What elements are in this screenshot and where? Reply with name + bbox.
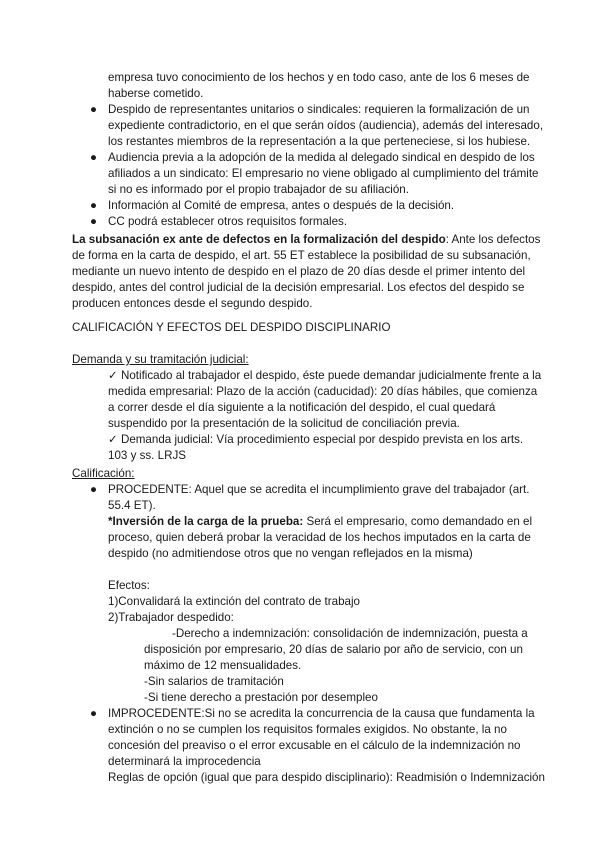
text-line: [72, 232, 541, 248]
demanda-heading: Demanda y su tramitación judicial:: [72, 353, 249, 366]
text-line: a correr desde el día siguiente a la notificación del despido, el cual quedará: [108, 401, 496, 414]
text-fragment: : Ante los defectos: [445, 233, 541, 246]
text-line: suspendido por la presentación de la solicitud de conciliación previa.: [108, 417, 460, 430]
text-line: despido, antes del control judicial de la decisión empresarial. Los efectos del despido se: [72, 281, 525, 294]
text-line: -Derecho a indemnización: consolidación de indemnización, puesta a: [172, 627, 528, 640]
text-fragment: Demanda judicial: Vía procedimiento especial por despido prevista en los arts.: [120, 433, 524, 446]
text-line: Información al Comité de empresa, antes o después de la decisión.: [108, 199, 455, 212]
text-line: Audiencia previa a la adopción de la medida al delegado sindical en despido de los: [108, 151, 535, 164]
requirements-list: [72, 70, 544, 230]
text-line: medida empresarial: Plazo de la acción (caducidad): 20 días hábiles, que comienza: [108, 385, 538, 398]
check-icon: ✓: [108, 369, 118, 382]
inversion-heading: *Inversión de la carga de la prueba:: [108, 515, 304, 528]
list-item: [72, 150, 539, 198]
spacer: [108, 562, 528, 578]
text-line: despido (no admitiendose otros que no vengan reflejados en la misma): [108, 547, 473, 560]
text-line: determinará la improcedencia: [108, 755, 261, 768]
text-fragment: Notificado al trabajador el despido, éste puede demandar judicialmente frente a la: [120, 369, 542, 382]
list-item-continuation: [72, 70, 528, 102]
text-line: CC podrá establecer otros requisitos formales.: [108, 215, 348, 228]
subsanacion-paragraph: [72, 232, 541, 312]
text-line: concesión del preaviso o el error excusable en el cálculo de la indemnización no: [108, 739, 521, 752]
text-line: [108, 514, 533, 530]
bullet-icon: ●: [90, 215, 98, 228]
text-line: de forma en la carta de despido, el art. 55 ET establece la posibilidad de su subsanación,: [72, 249, 531, 262]
text-line: los restantes miembros de la representación a la que perteneciese, si los hubiese.: [108, 135, 531, 148]
text-line: 103 y ss. LRJS: [108, 449, 186, 462]
text-line: 1)Convalidará la extinción del contrato de trabajo: [108, 595, 360, 608]
list-item: [72, 102, 544, 150]
calificacion-heading: Calificación:: [72, 467, 135, 480]
check-icon: ✓: [108, 433, 118, 446]
text-line: Efectos:: [108, 579, 150, 592]
bullet-icon: ●: [90, 483, 98, 496]
text-line: expediente contradictorio, en el que serán oídos (audiencia), además del interesado,: [108, 119, 544, 132]
text-line: disposición por empresario, 20 días de salario por año de servicio, con un: [144, 643, 523, 656]
bullet-icon: ●: [90, 151, 98, 164]
text-line: haberse cometido.: [108, 87, 204, 100]
subsanacion-heading: La subsanación ex ante de defectos en la formalización del despido: [72, 233, 446, 246]
calificacion-section: [72, 466, 545, 786]
text-line: [72, 432, 528, 448]
text-line: -Si tiene derecho a prestación por desempleo: [144, 691, 378, 704]
bullet-icon: ●: [90, 199, 98, 212]
text-line: afiliados a un sindicato: El empresario no viene obligado al cumplimiento del trámite: [108, 167, 539, 180]
text-line: -Sin salarios de tramitación: [144, 675, 284, 688]
demanda-section: [72, 352, 542, 464]
text-line: [72, 368, 542, 384]
text-line: Reglas de opción (igual que para despido disciplinario): Readmisión o Indemnización: [108, 771, 545, 784]
text-line: extinción o no se cumplen los requisitos formales exigidos. No obstante, la no: [108, 723, 507, 736]
text-line: PROCEDENTE: Aquel que se acredita el incumplimiento grave del trabajador (art.: [108, 483, 530, 496]
text-fragment: Será el empresario, como demandado en el: [303, 515, 533, 528]
text-line: Despido de representantes unitarios o sindicales: requieren la formalización de un: [108, 103, 530, 116]
list-item-procedente: [72, 482, 533, 626]
text-line: mediante un nuevo intento de despido en el plazo de 20 días desde el primer intento del: [72, 265, 526, 278]
bullet-icon: ●: [90, 103, 98, 116]
bullet-icon: ●: [90, 707, 98, 720]
list-item-improcedente: [72, 706, 545, 786]
text-line: máximo de 12 mensualidades.: [144, 659, 302, 672]
text-line: 2)Trabajador despedido:: [108, 611, 234, 624]
list-item: [72, 198, 528, 214]
text-line: si no es informado por el propio trabajador de su afiliación.: [108, 183, 409, 196]
section-title: CALIFICACIÓN Y EFECTOS DEL DESPIDO DISCIPLINARIO: [72, 321, 391, 334]
text-line: IMPROCEDENTE:Si no se acredita la concurrencia de la causa que fundamenta la: [108, 707, 535, 720]
list-item: [72, 214, 528, 230]
text-line: proceso, quien deberá probar la veracidad de los hechos imputados en la carta de: [108, 531, 531, 544]
text-line: 55.4 ET).: [108, 499, 156, 512]
text-line: producen entonces desde el segundo despido.: [72, 297, 313, 310]
text-line: empresa tuvo conocimiento de los hechos y en todo caso, ante de los 6 meses de: [108, 71, 530, 84]
